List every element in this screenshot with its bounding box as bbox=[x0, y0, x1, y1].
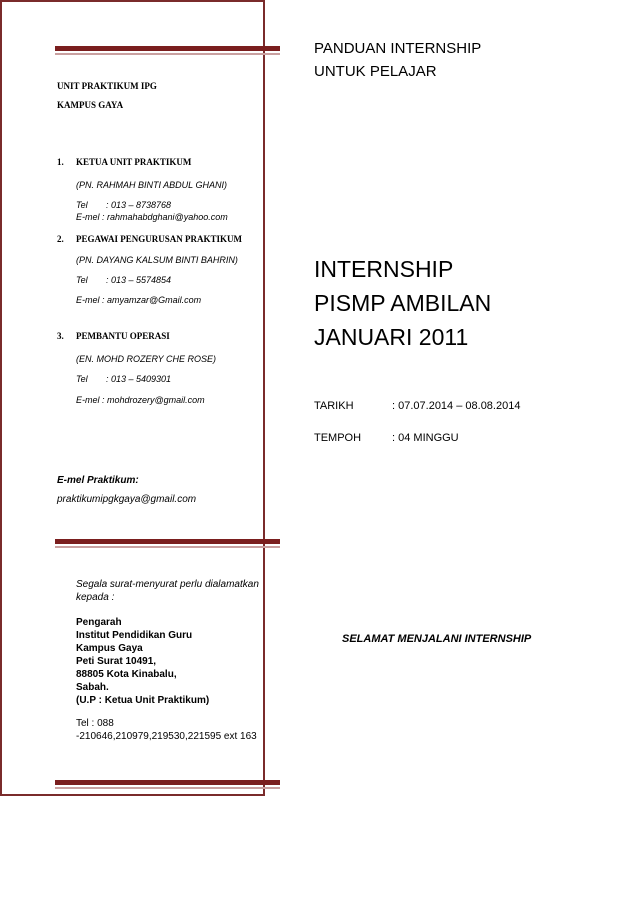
contact-3-name: (EN. MOHD ROZERY CHE ROSE) bbox=[76, 354, 217, 364]
bottom-divider bbox=[55, 780, 280, 789]
middle-divider bbox=[55, 539, 280, 548]
contact-2-email: E-mel : amyamzar@Gmail.com bbox=[76, 295, 202, 305]
contact-1-role: KETUA UNIT PRAKTIKUM bbox=[76, 157, 192, 167]
mail-note-line1: Segala surat-menyurat perlu dialamatkan bbox=[76, 579, 259, 590]
tempoh-label: TEMPOH bbox=[314, 432, 362, 444]
contact-1-tel: : 013 – 8738768 bbox=[106, 200, 172, 210]
office-phone-line2: -210646,210979,219530,221595 ext 163 bbox=[76, 731, 257, 742]
tarikh-label: TARIKH bbox=[314, 400, 354, 412]
title-line2: PISMP AMBILAN bbox=[314, 290, 492, 316]
tarikh-value: : 07.07.2014 – 08.08.2014 bbox=[392, 400, 521, 412]
address-line-6: Sabah. bbox=[76, 682, 109, 693]
contact-3-email: E-mel : mohdrozery@gmail.com bbox=[76, 395, 205, 405]
title-line1: INTERNSHIP bbox=[314, 256, 454, 282]
contact-1-email: E-mel : rahmahabdghani@yahoo.com bbox=[76, 212, 228, 222]
closing-message: SELAMAT MENJALANI INTERNSHIP bbox=[342, 633, 532, 645]
contact-2-role: PEGAWAI PENGURUSAN PRAKTIKUM bbox=[76, 234, 243, 244]
address-line-7: (U.P : Ketua Unit Praktikum) bbox=[76, 695, 210, 706]
address-line-4: Peti Surat 10491, bbox=[76, 656, 157, 667]
guide-header-line1: PANDUAN INTERNSHIP bbox=[314, 40, 482, 57]
guide-header-line2: UNTUK PELAJAR bbox=[314, 63, 437, 80]
address-line-2: Institut Pendidikan Guru bbox=[76, 630, 193, 641]
address-line-5: 88805 Kota Kinabalu, bbox=[76, 669, 177, 680]
contact-2-tel: : 013 – 5574854 bbox=[106, 275, 172, 285]
contact-3-role: PEMBANTU OPERASI bbox=[76, 331, 170, 341]
contact-3-tel-label: Tel bbox=[76, 374, 88, 384]
contact-1-name: (PN. RAHMAH BINTI ABDUL GHANI) bbox=[76, 180, 228, 190]
contact-2-tel-label: Tel bbox=[76, 275, 88, 285]
address-line-1: Pengarah bbox=[76, 617, 122, 628]
contact-2-name: (PN. DAYANG KALSUM BINTI BAHRIN) bbox=[76, 255, 238, 265]
contact-3-number: 3. bbox=[57, 331, 64, 341]
email-address[interactable]: praktikumipgkgaya@gmail.com bbox=[57, 494, 197, 505]
contact-2-number: 2. bbox=[57, 234, 64, 244]
address-line-3: Kampus Gaya bbox=[76, 643, 143, 654]
unit-title: UNIT PRAKTIKUM IPG bbox=[57, 81, 157, 91]
top-divider bbox=[55, 46, 280, 55]
mail-note-line2: kepada : bbox=[76, 592, 115, 603]
email-heading: E-mel Praktikum: bbox=[57, 475, 139, 486]
campus-name: KAMPUS GAYA bbox=[57, 100, 124, 110]
contact-1-tel-label: Tel bbox=[76, 200, 88, 210]
contact-1-number: 1. bbox=[57, 157, 64, 167]
tempoh-value: : 04 MINGGU bbox=[392, 432, 459, 444]
title-line3: JANUARI 2011 bbox=[314, 324, 469, 350]
contact-3-tel: : 013 – 5409301 bbox=[106, 374, 172, 384]
office-phone-line1: Tel : 088 bbox=[76, 718, 114, 729]
